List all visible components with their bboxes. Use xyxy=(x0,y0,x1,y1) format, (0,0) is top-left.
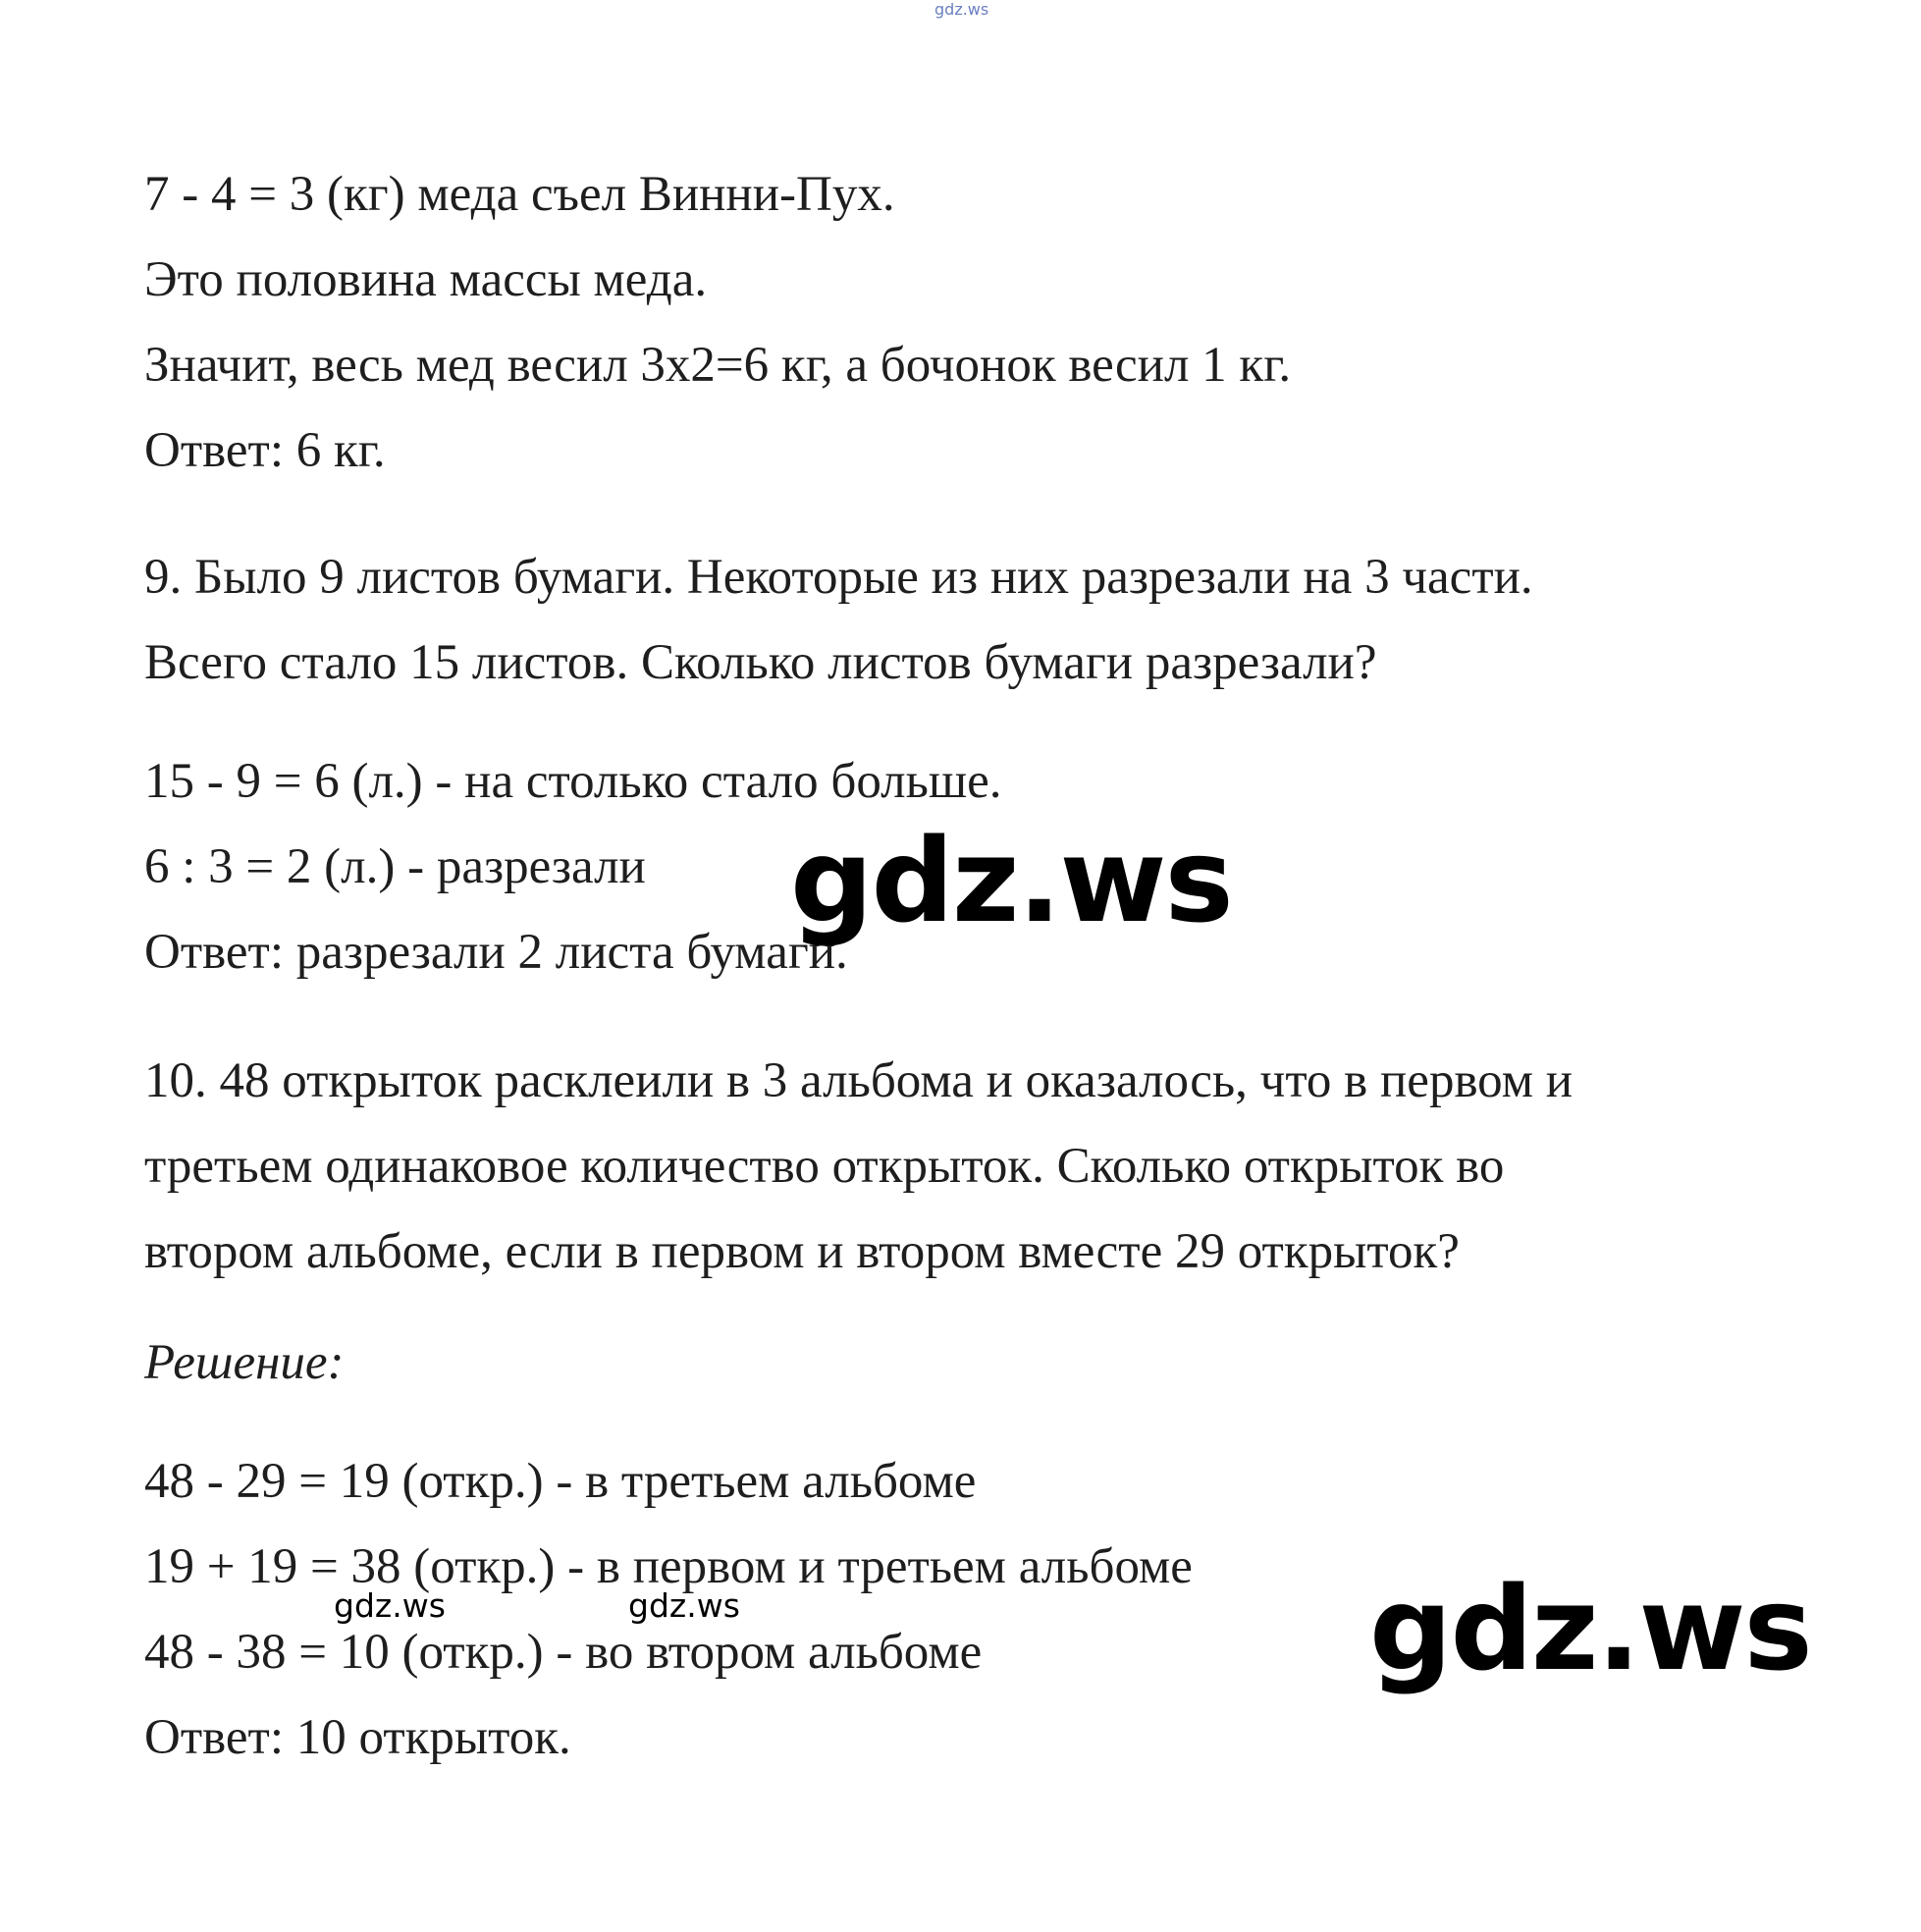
problem-question-line: Всего стало 15 листов. Сколько листов бумаги разрезали? xyxy=(144,635,1377,690)
answer-line: Ответ: 6 кг. xyxy=(144,423,386,478)
problem-question-line: третьем одинаковое количество открыток. Сколько открыток во xyxy=(144,1139,1505,1194)
watermark-top: gdz.ws xyxy=(934,0,989,19)
problem-question-line: 10. 48 открыток расклеили в 3 альбома и оказалось, что в первом и xyxy=(144,1053,1574,1108)
problem-question-line: 9. Было 9 листов бумаги. Некоторые из них разрезали на 3 части. xyxy=(144,550,1533,605)
watermark-large: gdz.ws xyxy=(1369,1561,1811,1696)
watermark-large: gdz.ws xyxy=(790,813,1232,948)
solution-line: 6 : 3 = 2 (л.) - разрезали xyxy=(144,839,646,894)
solution-line: 19 + 19 = 38 (откр.) - в первом и третьем альбоме xyxy=(144,1539,1193,1594)
answer-line: Ответ: 10 открыток. xyxy=(144,1710,571,1765)
solution-heading: Решение: xyxy=(144,1335,345,1390)
answer-line: Ответ: разрезали 2 листа бумаги. xyxy=(144,925,848,980)
watermark-small: gdz.ws xyxy=(334,1586,446,1625)
solution-line: 48 - 38 = 10 (откр.) - во втором альбоме xyxy=(144,1625,983,1680)
solution-line: 7 - 4 = 3 (кг) меда съел Винни-Пух. xyxy=(144,167,895,222)
solution-line: Это половина массы меда. xyxy=(144,252,708,307)
solution-line: 15 - 9 = 6 (л.) - на столько стало больше. xyxy=(144,754,1002,809)
watermark-small: gdz.ws xyxy=(628,1586,740,1625)
problem-question-line: втором альбоме, если в первом и втором вместе 29 открыток? xyxy=(144,1224,1460,1279)
solution-line: 48 - 29 = 19 (откр.) - в третьем альбоме xyxy=(144,1454,977,1509)
solution-line: Значит, весь мед весил 3х2=6 кг, а бочонок весил 1 кг. xyxy=(144,338,1292,393)
